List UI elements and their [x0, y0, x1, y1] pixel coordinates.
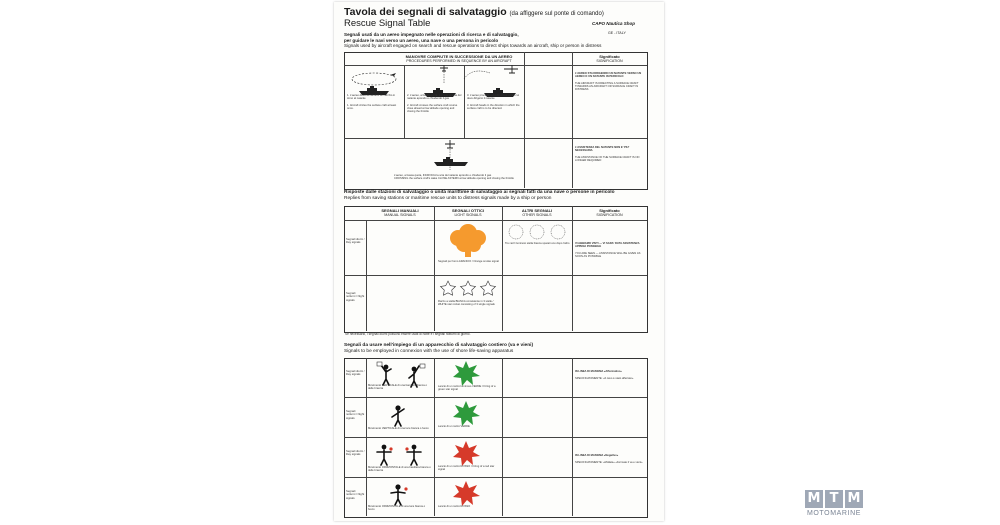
title-english: Rescue Signal Table: [344, 18, 431, 29]
title-note: (da affiggere sul ponte di comando): [509, 11, 604, 17]
s3-row1-side: Segnali diurni / Day signals: [346, 369, 365, 377]
watermark-letter: M: [805, 490, 823, 508]
motomarine-watermark: [805, 490, 865, 522]
row1-side-label: Segnali diurni / Day signals: [346, 237, 365, 245]
white-star-rocket-icon: [506, 224, 568, 240]
section1-header: MANOVRE COMPIUTE IN SUCCESSIONE DA UN AEREO PROCEDURES PERFORMED IN SEQUENCE BY AN AIRCRAFT: [405, 54, 513, 64]
brand-country: GE - ITALY: [608, 31, 626, 35]
intro-text: Segnali usati da un aereo impegnato nelle operazioni di ricerca e di salvataggio, per guidare le navi verso un aereo, una nave o una persona in pericolo Signals used by aircraft engaged on search and rescue operations to direct ships towards an aircraft, ship or person in distress: [344, 32, 602, 49]
watermark-letter: M: [845, 490, 863, 508]
s3-r1-light: Lancio di un razzo luminoso VERDE / Firing of a green star signal: [438, 385, 496, 392]
title-italian: Tavola dei segnali di salvataggio (da affiggere sul ponte di comando): [344, 6, 604, 18]
white-star-caption: Razzo a stella BIANCA consistente in 3 stelle / WHITE star rocket consisting of 3 single signals: [438, 300, 495, 307]
star-signal-icons: [446, 360, 486, 510]
rescue-signal-table-poster: [334, 2, 664, 521]
section2-heading: Risposte dalle stazioni di salvataggio o unità marittime di salvataggio ai segnali fatti da una nave o persone in pericolo Replies from saving stations or maritime rescue units to distress signals made by a ship or person: [344, 190, 615, 201]
step4-text: L'aereo, a bassa quota, INCROCIA la scia del natante aprendo e chiudendo il gas CROSSING the surface craft's wake CLOSE ASTERN at low altitude opening and closing the throttle: [394, 174, 514, 181]
s3-r1-manual: Movimento VERTICALE di una bandiera bianca o delle braccia: [368, 384, 427, 391]
s3-r3-light: Lancio di un razzo ROSSO / Firing of a red star signal: [438, 465, 495, 472]
row2-side-label: Segnali notturni / Night signals: [346, 291, 365, 302]
col-signification: Significato SIGNIFICATION: [596, 208, 623, 218]
brand-name: CAPO Nautica Shop: [592, 21, 636, 26]
s3-row4-side: Segnali notturni / Night signals: [346, 489, 365, 500]
s3-r2-manual: Movimento VERTICALE di una luce bianca o fuoco: [368, 427, 429, 430]
watermark-caption: MOTOMARINE: [806, 510, 862, 517]
section2-footnote: Se necessario, i segnali diurni possono essere usati di notte e i segnali notturni di giorno.: [345, 332, 471, 336]
aircraft-crossing-wake-drawing: [394, 140, 524, 174]
col-other-signals: ALTRI SEGNALI OTHER SIGNALS: [521, 208, 553, 218]
orange-smoke-caption: Segnali per fumo ARANCIO / Orange smoke signal: [438, 260, 499, 263]
step1-text: 1. L'aereo descrive almeno un cerchio in torno al natante 1. Aircraft circles the surface craft at least once.: [347, 94, 397, 111]
three-white-stars-icon: [438, 280, 498, 296]
watermark-letter: T: [825, 490, 843, 508]
section1-signification: Significato SIGNIFICATION: [596, 54, 623, 64]
s3-r2-light: Lancio di un razzo VERDE: [438, 425, 470, 428]
step3-text: 3. L'aereo procede nella direzione verso cui deve dirigersi il natante 3. Aircraft heads in the direction in which the surface craft is to be directed.: [467, 94, 520, 111]
s3-r4-manual: Movimento ORIZZONTALE di una luce bianca o fuoco: [368, 505, 426, 512]
s3-row2-side: Segnali notturni / Night signals: [346, 409, 365, 420]
s3-meaning-affirmative: IN LINEA DI MASSIMA «Affermativo» SPECIFICATAMENTE: «Il cavo è stato afferrato»: [575, 370, 634, 380]
section3-heading: Segnali da usare nell'impiego di un apparecchio di salvataggio costiero (va e vieni) Signals to be employed in connexion with the use of shore life-saving apparatus: [344, 343, 534, 354]
col-light-signals: SEGNALI OTTICI LIGHT SIGNALS: [452, 208, 484, 218]
meaning1-text: L'AEREO STA DIRIGENDO UN NATANTE VERSO UN AEREO O UN NATANTE IN PERICOLO THE AIRCRAFT IS DIRECTING A SURFACE CRAFT TOWARDS AN AIRCRAFT OR SURFACE CRAFT IN DISTRESS: [575, 72, 642, 92]
s3-r3-manual: Movimento ORIZZONTALE di una bandiera bianca o delle braccia: [368, 466, 431, 473]
section2-frame: [344, 206, 648, 333]
other-signals-caption: Tre razzi luminosi stella bianca sparati uno dopo l'altro: [505, 242, 570, 245]
s3-meaning-negative: IN LINEA DI MASSIMA «Negativo» SPECIFICATAMENTE: «Mollate» «Fermate il va e vieni»: [575, 454, 643, 464]
orange-smoke-icon: [446, 224, 490, 258]
s3-r4-light: Lancio di un razzo ROSSO: [438, 505, 471, 508]
meaning2-text: L'ASSISTENZA DEL NATANTE NON E' PIU' NECESSARIA THE ASSISTANCE OF THE SURFACE CRAFT IS NO LONGER REQUIRED: [575, 146, 640, 163]
col-manual-signals: SEGNALI MANUALI MANUAL SIGNALS: [381, 208, 419, 218]
s3-row3-side: Segnali diurni / Day signals: [346, 449, 365, 457]
row1-meaning: VI ABBIAMO VISTI — VI SARA' DATA ASSISTENZA APPENA POSSIBILE YOU ARE SEEN — ASSISTANCE WILL BE GIVEN AS SOON AS POSSIBLE: [575, 242, 641, 259]
step2-text: 2. L'aereo, a bassa quota, incrocia la rotta del natante aprendo e chiudendo il gas 2. Aircraft crosses the surface craft course close ahead at low altitude opening and closing the throttle: [407, 94, 462, 114]
